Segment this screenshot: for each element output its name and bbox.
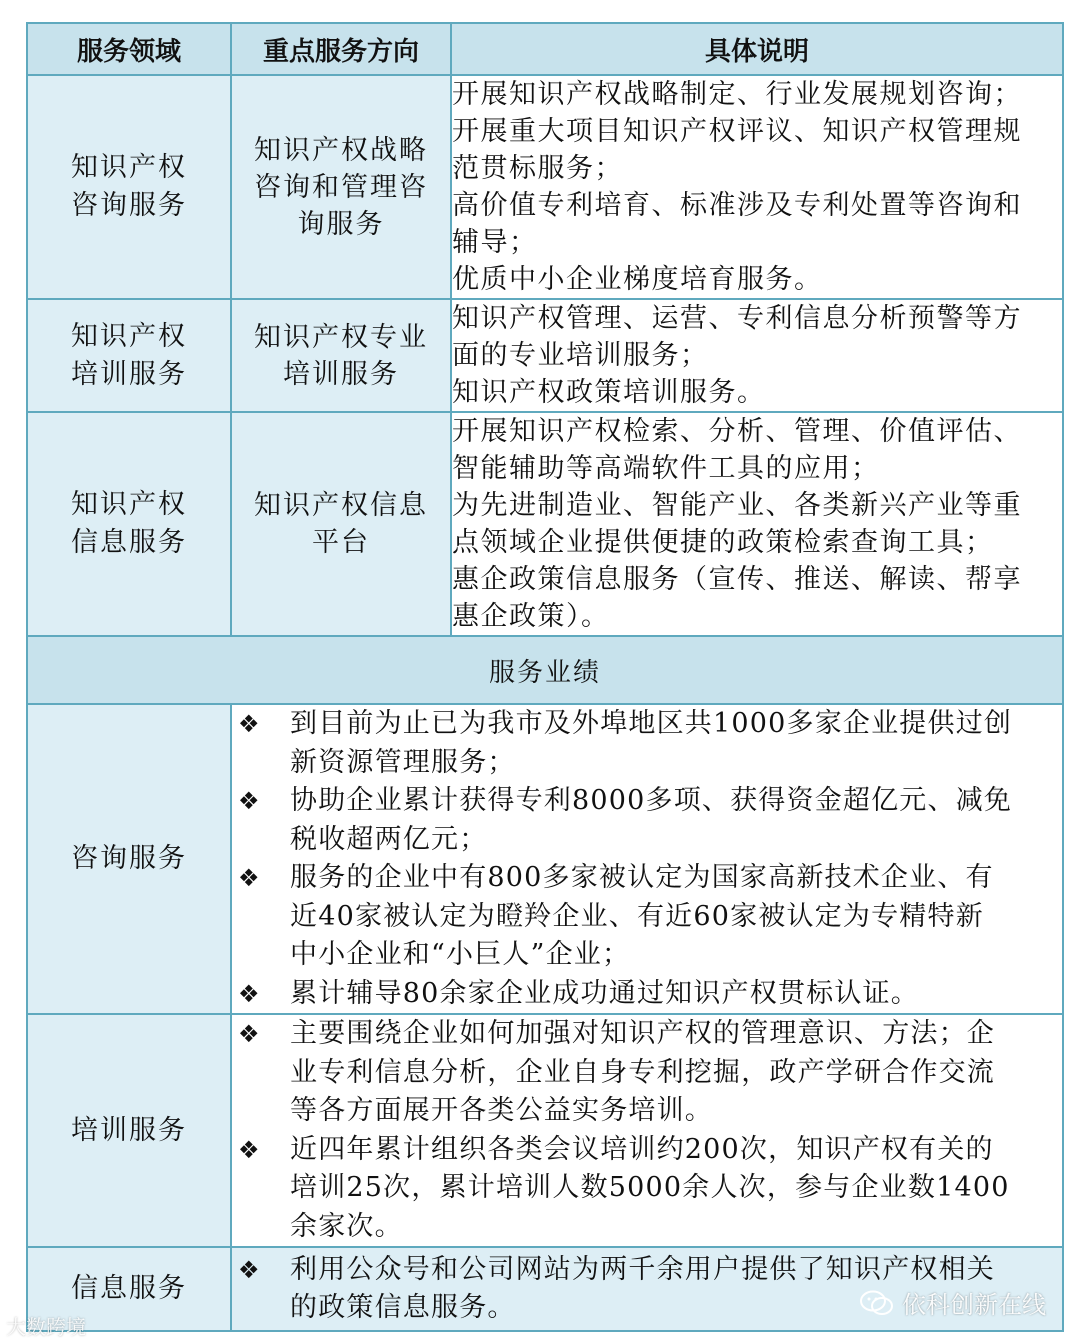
list-item: ❖ 累计辅导80余家企业成功通过知识产权贯标认证。 xyxy=(232,975,1062,1014)
domain-cell: 知识产权 信息服务 xyxy=(27,412,231,636)
direction-cell: 知识产权战略 咨询和管理咨 询服务 xyxy=(231,75,451,299)
diamond-bullet-icon: ❖ xyxy=(238,787,261,815)
diamond-bullet-icon: ❖ xyxy=(238,864,261,892)
description-cell: 开展知识产权战略制定、行业发展规划咨询； 开展重大项目知识产权评议、知识产权管理规 范贯标服务； 高价值专利培育、标准涉及专利处置等咨询和 辅导； 优质中小企业梯度培育服务。 xyxy=(451,75,1063,299)
list-item: ❖ 协助企业累计获得专利8000多项、获得资金超亿元、减免 税收超两亿元； xyxy=(232,782,1062,859)
wechat-icon xyxy=(860,1290,894,1316)
table-row xyxy=(27,299,1063,412)
list-item: ❖ 到目前为止已为我市及外埠地区共1000多家企业提供过创 新资源管理服务； xyxy=(232,705,1062,782)
diamond-bullet-icon: ❖ xyxy=(238,1255,261,1284)
achievement-row xyxy=(27,704,1063,1014)
header-domain: 服务领域 xyxy=(27,23,231,75)
services-table xyxy=(26,22,1064,1332)
section-row xyxy=(27,636,1063,704)
domain-cell: 知识产权 培训服务 xyxy=(27,299,231,412)
header-description: 具体说明 xyxy=(451,23,1063,75)
description-cell: 开展知识产权检索、分析、管理、价值评估、 智能辅助等高端软件工具的应用； 为先进制造业、智能产业、各类新兴产业等重 点领域企业提供便捷的政策检索查询工具； 惠企政策信息服务（宣传、推送、解读、帮享 惠企政策）。 xyxy=(451,412,1063,636)
list-item: ❖ 服务的企业中有800多家被认定为国家高新技术企业、有 近40家被认定为瞪羚企业、有近60家被认定为专精特新 中小企业和“小巨人”企业； xyxy=(232,859,1062,975)
achievement-domain: 信息服务 xyxy=(27,1247,231,1331)
domain-cell: 知识产权 咨询服务 xyxy=(27,75,231,299)
achievement-list xyxy=(231,704,1063,1014)
achievement-row xyxy=(27,1014,1063,1247)
description-cell: 知识产权管理、运营、专利信息分析预警等方 面的专业培训服务； 知识产权政策培训服务。 xyxy=(451,299,1063,412)
achievement-domain: 咨询服务 xyxy=(27,704,231,1014)
table-row xyxy=(27,75,1063,299)
watermark-left: 大数跨境 xyxy=(6,1315,86,1339)
direction-cell: 知识产权信息 平台 xyxy=(231,412,451,636)
diamond-bullet-icon: ❖ xyxy=(238,1020,261,1048)
diamond-bullet-icon: ❖ xyxy=(238,979,261,1008)
diamond-bullet-icon: ❖ xyxy=(238,710,261,738)
diamond-bullet-icon: ❖ xyxy=(238,1135,261,1164)
table-row xyxy=(27,412,1063,636)
achievement-list xyxy=(231,1014,1063,1247)
list-item: ❖ 利用公众号和公司网站为两千余用户提供了知识产权相关 的政策信息服务。 xyxy=(232,1251,1062,1328)
watermark-right: 依科创新在线 xyxy=(860,1285,1046,1320)
achievement-domain: 培训服务 xyxy=(27,1014,231,1247)
header-direction: 重点服务方向 xyxy=(231,23,451,75)
section-title: 服务业绩 xyxy=(27,636,1063,704)
list-item: ❖ 近四年累计组织各类会议培训约200次，知识产权有关的 培训25次，累计培训人数5000余人次，参与企业数1400 余家次。 xyxy=(232,1131,1062,1247)
header-row xyxy=(27,23,1063,75)
direction-cell: 知识产权专业 培训服务 xyxy=(231,299,451,412)
list-item: ❖ 主要围绕企业如何加强对知识产权的管理意识、方法；企 业专利信息分析，企业自身专利挖掘，政产学研合作交流 等各方面展开各类公益实务培训。 xyxy=(232,1015,1062,1131)
